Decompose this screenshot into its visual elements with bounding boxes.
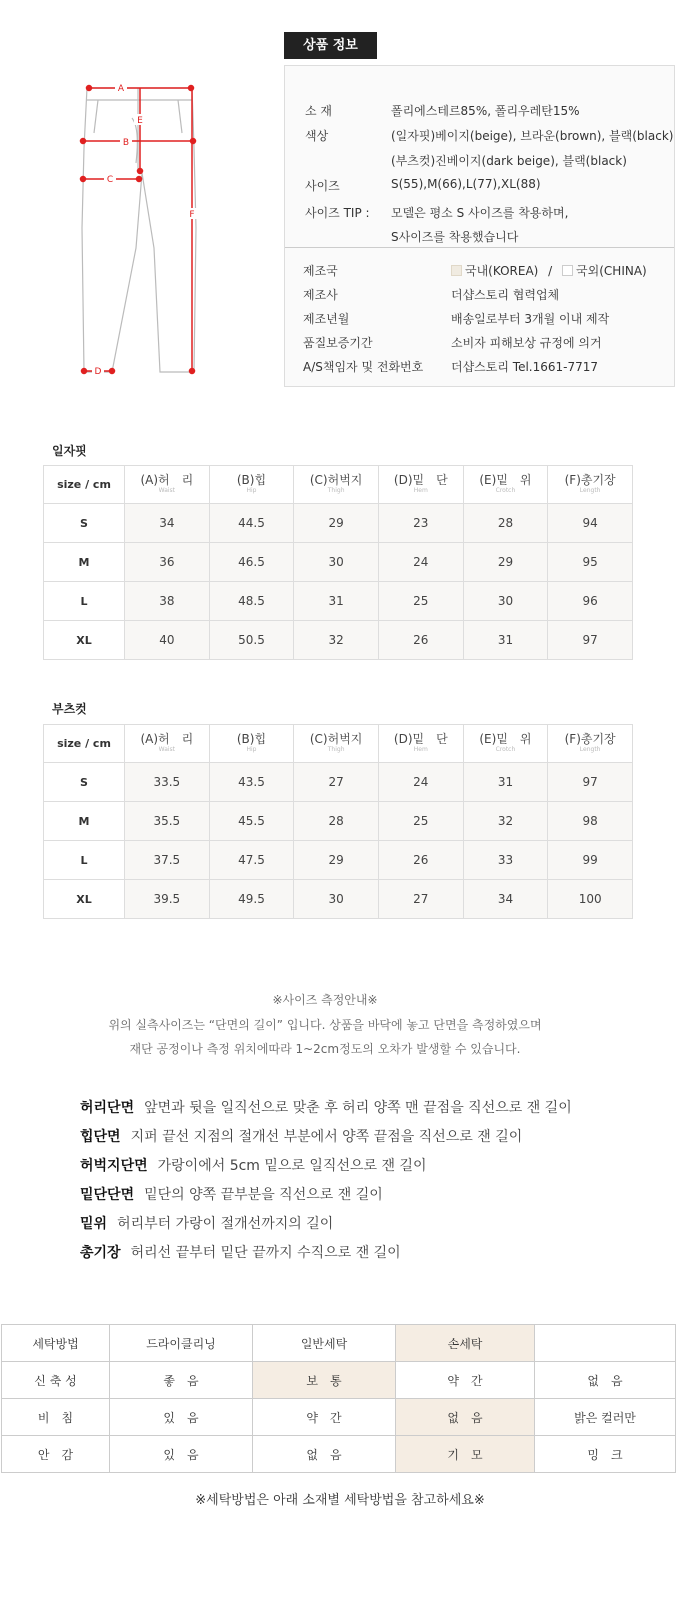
table-header-row bbox=[44, 725, 633, 763]
table-row: M 36 46.5 30 24 29 95 bbox=[44, 543, 633, 582]
crotch-header: (E)밑 위 Crotch bbox=[463, 466, 548, 504]
definition-thigh: 허벅지단면 가랑이에서 5cm 밑으로 일직선으로 잰 길이 bbox=[80, 1158, 427, 1174]
diagram-label-e: E bbox=[137, 116, 143, 126]
diagram-label-b: B bbox=[122, 138, 130, 148]
care-footnote: ※세탁방법은 아래 소재별 세탁방법을 참고하세요※ bbox=[195, 1493, 485, 1508]
product-info-tab: 상품 정보 bbox=[284, 32, 377, 59]
fabric-care-table bbox=[1, 1324, 676, 1473]
definition-length: 총기장 허리선 끝부터 밑단 끝까지 수직으로 잰 길이 bbox=[80, 1245, 401, 1261]
waist-header: (A)허 리 Waist bbox=[125, 466, 210, 504]
product-info-box: 소 재 폴리에스테르85%, 폴리우레탄15% 색상 (일자핏)베이지(beige), 브라운(brown), 블랙(black) (부츠컷)진베이지(dark beige), 블랙(black) 사이즈 S(55),M(66),L(77),XL(88) 사이즈 TIP : 모델은 평소 S 사이즈를 착용하며, S사이즈를 착용했습니다 제조국 국내(KOREA) / 국외(CHINA) 제조사 더샵스토리 협력업체 제조년월 배송일로부터 3개월 이내 제작 품질보증기간 소비자 피해보상 규정에 의거 A/S책임자 및 전화번호 더샵스토리 Tel.1661-7717 bbox=[284, 65, 675, 387]
table-row: 신 축 성 좋 음 보 통 약 간 없 음 bbox=[2, 1362, 676, 1399]
length-header: (F)총기장 Length bbox=[548, 466, 633, 504]
pants-measurement-diagram bbox=[70, 78, 220, 388]
crotch-header: (E)밑 위 Crotch bbox=[463, 725, 548, 763]
bootcut-title: 부츠컷 bbox=[52, 702, 87, 716]
table-header-row bbox=[44, 466, 633, 504]
size-header: size / cm bbox=[44, 466, 125, 504]
waist-header: (A)허 리 Waist bbox=[125, 725, 210, 763]
product-spec-section: 소 재 폴리에스테르85%, 폴리우레탄15% 색상 (일자핏)베이지(beige), 브라운(brown), 블랙(black) (부츠컷)진베이지(dark beige), 블랙(black) 사이즈 S(55),M(66),L(77),XL(88) 사이즈 TIP : 모델은 평소 S 사이즈를 착용하며, S사이즈를 착용했습니다 bbox=[285, 66, 674, 248]
hem-header: (D)밑 단 Hem bbox=[378, 725, 463, 763]
thigh-header: (C)허벅지 Thigh bbox=[294, 725, 379, 763]
definition-hip: 힙단면 지퍼 끝선 지점의 절개선 부분에서 양쪽 끝점을 직선으로 잰 길이 bbox=[80, 1129, 523, 1145]
diagram-label-d: D bbox=[94, 367, 102, 377]
diagram-label-c: C bbox=[106, 175, 114, 185]
definition-waist: 허리단면 앞면과 뒷을 일직선으로 맞춘 후 허리 양쪽 맨 끝점을 직선으로 잰 길이 bbox=[80, 1100, 572, 1116]
definition-hem: 밑단단면 밑단의 양쪽 끝부분을 직선으로 잰 길이 bbox=[80, 1187, 383, 1203]
korea-checkbox bbox=[451, 265, 462, 276]
definition-crotch: 밑위 허리부터 가랑이 절개선까지의 길이 bbox=[80, 1216, 334, 1232]
size-header: size / cm bbox=[44, 725, 125, 763]
table-row: L 37.5 47.5 29 26 33 99 bbox=[44, 841, 633, 880]
diagram-label-f: F bbox=[189, 210, 195, 220]
straight-fit-size-table bbox=[43, 465, 633, 660]
length-header: (F)총기장 Length bbox=[548, 725, 633, 763]
table-row: 세탁방법 드라이클리닝 일반세탁 손세탁 bbox=[2, 1325, 676, 1362]
table-row: L 38 48.5 31 25 30 96 bbox=[44, 582, 633, 621]
hip-header: (B)힙 Hip bbox=[209, 725, 294, 763]
measure-guide-title: ※사이즈 측정안내※ bbox=[272, 993, 378, 1007]
table-row: S 33.5 43.5 27 24 31 97 bbox=[44, 763, 633, 802]
measure-guide-line-2: 재단 공정이나 측정 위치에따라 1~2cm정도의 오차가 발생할 수 있습니다. bbox=[129, 1042, 521, 1056]
table-row: M 35.5 45.5 28 25 32 98 bbox=[44, 802, 633, 841]
hip-header: (B)힙 Hip bbox=[209, 466, 294, 504]
table-row: 비 침 있 음 약 간 없 음 밝은 컬러만 bbox=[2, 1399, 676, 1436]
bootcut-size-table bbox=[43, 724, 633, 919]
china-checkbox bbox=[562, 265, 573, 276]
diagram-label-a: A bbox=[117, 84, 125, 94]
thigh-header: (C)허벅지 Thigh bbox=[294, 466, 379, 504]
table-row: S 34 44.5 29 23 28 94 bbox=[44, 504, 633, 543]
table-row: 안 감 있 음 없 음 기 모 밍 크 bbox=[2, 1436, 676, 1473]
measure-guide-line-1: 위의 실측사이즈는 “단면의 길이” 입니다. 상품을 바닥에 놓고 단면을 측정하였으며 bbox=[108, 1018, 542, 1032]
hem-header: (D)밑 단 Hem bbox=[378, 466, 463, 504]
table-row: XL 39.5 49.5 30 27 34 100 bbox=[44, 880, 633, 919]
table-row: XL 40 50.5 32 26 31 97 bbox=[44, 621, 633, 660]
straight-fit-title: 일자핏 bbox=[52, 444, 87, 458]
